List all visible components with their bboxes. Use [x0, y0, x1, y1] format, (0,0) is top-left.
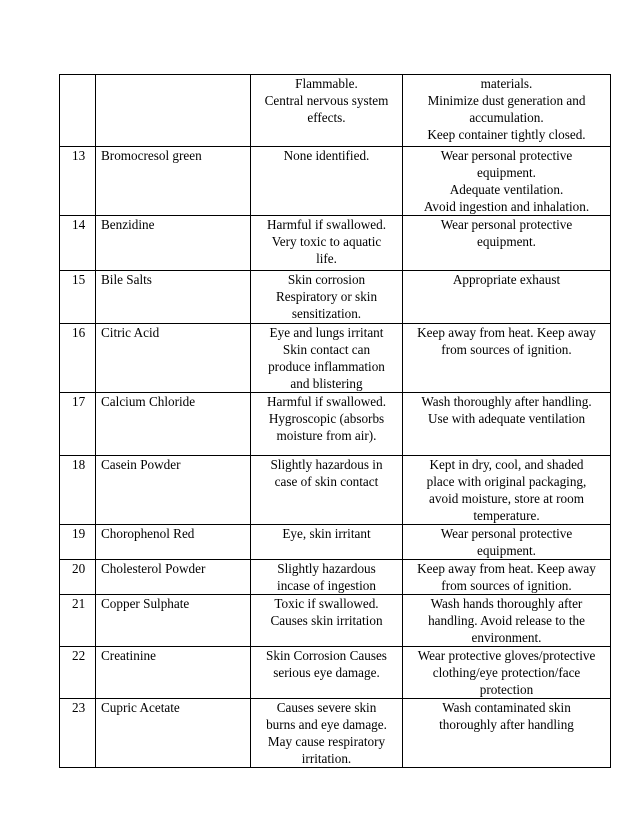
hazard-line: sensitization. [291, 306, 362, 321]
table-row [60, 216, 611, 271]
precaution-line: temperature. [473, 508, 540, 523]
chemical-name: Citric Acid [96, 324, 251, 393]
hazard-line: produce inflammation [268, 359, 385, 374]
table-row [60, 595, 611, 647]
precaution-line: equipment. [477, 165, 536, 180]
hazard-line: burns and eye damage. [266, 717, 387, 732]
precaution-line: Keep container tightly closed. [427, 127, 586, 142]
hazard-cell [251, 595, 403, 647]
precaution-line: Wear personal protective [440, 217, 573, 232]
precaution-line: handling. Avoid release to the [428, 613, 585, 628]
precaution-line: Use with adequate ventilation [427, 411, 586, 426]
row-number: 21 [60, 595, 96, 647]
precaution-line: Wash thoroughly after handling. [421, 394, 592, 409]
table-row [60, 393, 611, 456]
precaution-cell [403, 75, 611, 147]
chemical-name: Benzidine [96, 216, 251, 271]
precaution-cell [403, 456, 611, 525]
chemical-name: Bile Salts [96, 271, 251, 324]
hazard-cell [251, 525, 403, 560]
precaution-line: Keep away from heat. Keep away [417, 325, 596, 340]
precaution-line: protection [479, 682, 534, 697]
hazard-cell [251, 147, 403, 216]
hazard-line: Harmful if swallowed. [266, 217, 387, 232]
hazard-line: case of skin contact [274, 474, 379, 489]
precaution-cell [403, 560, 611, 595]
precaution-line: Wash hands thoroughly after [430, 596, 583, 611]
precaution-line: Avoid ingestion and inhalation. [423, 199, 590, 214]
hazard-line: effects. [307, 110, 346, 125]
precaution-line: Keep away from heat. Keep away [417, 561, 596, 576]
hazard-line: May cause respiratory [267, 734, 386, 749]
row-number: 23 [60, 699, 96, 768]
hazard-line: irritation. [301, 751, 352, 766]
hazard-line: Causes severe skin [276, 700, 377, 715]
precaution-line: materials. [480, 76, 533, 91]
precaution-line: accumulation. [469, 110, 544, 125]
table-row [60, 75, 611, 147]
table-row [60, 647, 611, 699]
chemical-name: Copper Sulphate [96, 595, 251, 647]
hazard-line: Slightly hazardous in [270, 457, 383, 472]
precaution-line: equipment. [477, 234, 536, 249]
hazard-line: Skin corrosion [287, 272, 366, 287]
hazard-cell [251, 647, 403, 699]
hazard-line: None identified. [283, 148, 370, 163]
chemical-name: Calcium Chloride [96, 393, 251, 456]
row-number: 17 [60, 393, 96, 456]
precaution-line: Wear personal protective [440, 526, 573, 541]
chemical-name [96, 75, 251, 147]
hazard-line: Flammable. [295, 76, 358, 91]
precaution-line: Wear personal protective [440, 148, 573, 163]
table-row [60, 456, 611, 525]
hazard-line: Eye, skin irritant [282, 526, 371, 541]
hazard-line: Eye and lungs irritant [269, 325, 384, 340]
precaution-cell [403, 271, 611, 324]
hazard-line: serious eye damage. [273, 665, 380, 680]
table-body [60, 75, 611, 768]
table-row [60, 271, 611, 324]
precaution-cell [403, 324, 611, 393]
row-number: 15 [60, 271, 96, 324]
row-number: 16 [60, 324, 96, 393]
hazard-line: Skin Corrosion Causes [266, 648, 387, 663]
hazard-line: Slightly hazardous [277, 561, 376, 576]
hazard-line: and blistering [290, 376, 363, 391]
row-number [60, 75, 96, 147]
row-number: 19 [60, 525, 96, 560]
hazard-line: Toxic if swallowed. [274, 596, 379, 611]
hazard-line: Hygroscopic (absorbs [268, 411, 385, 426]
precaution-line: Wash contaminated skin [442, 700, 571, 715]
hazard-cell [251, 456, 403, 525]
hazard-line: moisture from air). [276, 428, 377, 443]
hazard-line: Central nervous system [264, 93, 389, 108]
chemical-name: Creatinine [96, 647, 251, 699]
precaution-cell [403, 216, 611, 271]
precaution-line: from sources of ignition. [441, 342, 572, 357]
hazard-cell [251, 271, 403, 324]
hazard-line: life. [316, 251, 337, 266]
precaution-line: Wear protective gloves/protective [417, 648, 596, 663]
chemical-name: Chorophenol Red [96, 525, 251, 560]
chemical-name: Bromocresol green [96, 147, 251, 216]
precaution-cell [403, 595, 611, 647]
hazard-cell [251, 75, 403, 147]
precaution-cell [403, 393, 611, 456]
hazard-cell [251, 324, 403, 393]
hazard-cell [251, 560, 403, 595]
precaution-line: avoid moisture, store at room [429, 491, 584, 506]
precaution-cell [403, 699, 611, 768]
precaution-line: clothing/eye protection/face [432, 665, 581, 680]
table-row [60, 699, 611, 768]
hazard-line: Causes skin irritation [270, 613, 383, 628]
row-number: 18 [60, 456, 96, 525]
table-row [60, 525, 611, 560]
precaution-line: Minimize dust generation and [427, 93, 586, 108]
precaution-line: place with original packaging, [426, 474, 587, 489]
precaution-cell [403, 525, 611, 560]
hazard-line: Skin contact can [282, 342, 371, 357]
precaution-line: Adequate ventilation. [449, 182, 564, 197]
precaution-cell [403, 147, 611, 216]
table-row [60, 324, 611, 393]
hazard-cell [251, 699, 403, 768]
precaution-line: thoroughly after handling [439, 717, 574, 732]
hazard-cell [251, 216, 403, 271]
chemical-safety-table [59, 74, 611, 768]
hazard-line: Very toxic to aquatic [271, 234, 382, 249]
precaution-cell [403, 647, 611, 699]
row-number: 22 [60, 647, 96, 699]
row-number: 20 [60, 560, 96, 595]
row-number: 13 [60, 147, 96, 216]
chemical-name: Casein Powder [96, 456, 251, 525]
hazard-line: Harmful if swallowed. [266, 394, 387, 409]
hazard-cell [251, 393, 403, 456]
precaution-line: Appropriate exhaust [452, 272, 561, 287]
chemical-name: Cupric Acetate [96, 699, 251, 768]
chemical-name: Cholesterol Powder [96, 560, 251, 595]
precaution-line: environment. [471, 630, 542, 645]
table-row [60, 560, 611, 595]
precaution-line: Kept in dry, cool, and shaded [429, 457, 584, 472]
hazard-line: Respiratory or skin [275, 289, 378, 304]
precaution-line: from sources of ignition. [441, 578, 572, 593]
precaution-line: equipment. [477, 543, 536, 558]
table-row [60, 147, 611, 216]
hazard-line: incase of ingestion [277, 578, 376, 593]
row-number: 14 [60, 216, 96, 271]
